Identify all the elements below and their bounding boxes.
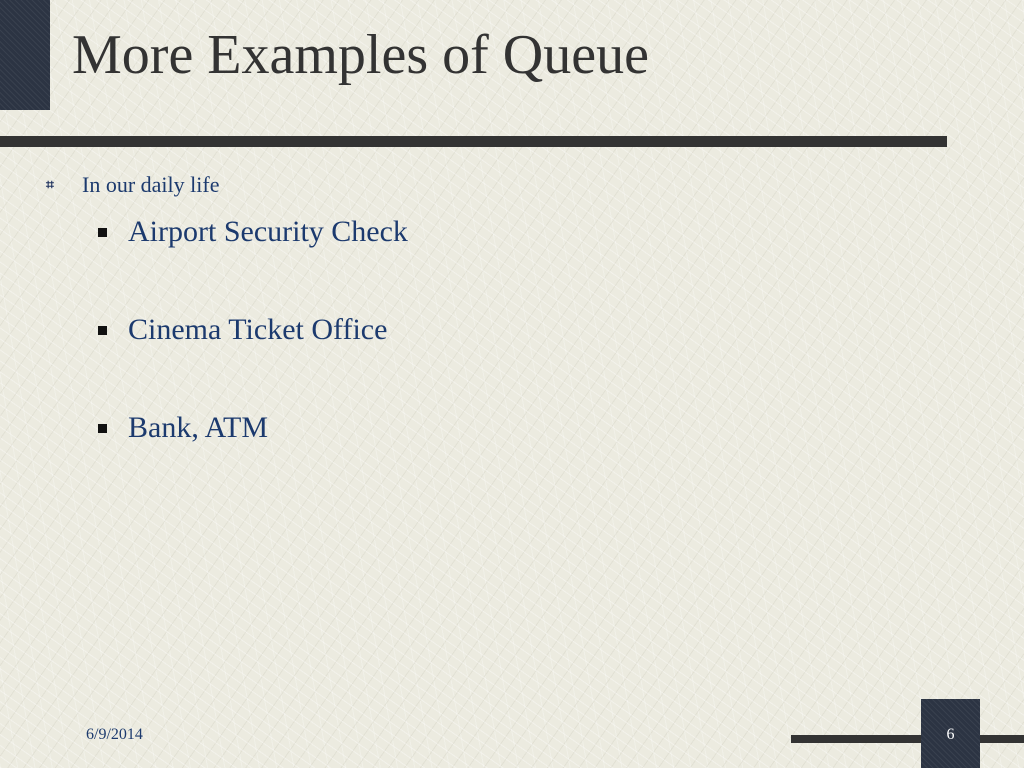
page-number: 6 (946, 726, 955, 743)
square-bullet-icon (98, 424, 107, 433)
footer-divider (791, 735, 1024, 743)
bullet-item-text: Airport Security Check (128, 215, 408, 248)
title-divider (0, 136, 947, 147)
bullet-item-bank (98, 410, 268, 446)
hash-bullet-icon: ⌗ (46, 177, 54, 193)
bullet-item-cinema (98, 312, 387, 348)
bullet-item-airport (98, 214, 408, 250)
bullet-level1 (46, 171, 219, 199)
bullet-item-text: Bank, ATM (128, 411, 269, 444)
square-bullet-icon (98, 228, 107, 237)
bullet-item-text: Cinema Ticket Office (128, 313, 388, 346)
square-bullet-icon (98, 326, 107, 335)
slide-title: More Examples of Queue (72, 24, 649, 86)
footer-date: 6/9/2014 (86, 726, 143, 743)
bullet-level1-text: In our daily life (82, 172, 220, 197)
corner-accent-block (0, 0, 50, 110)
